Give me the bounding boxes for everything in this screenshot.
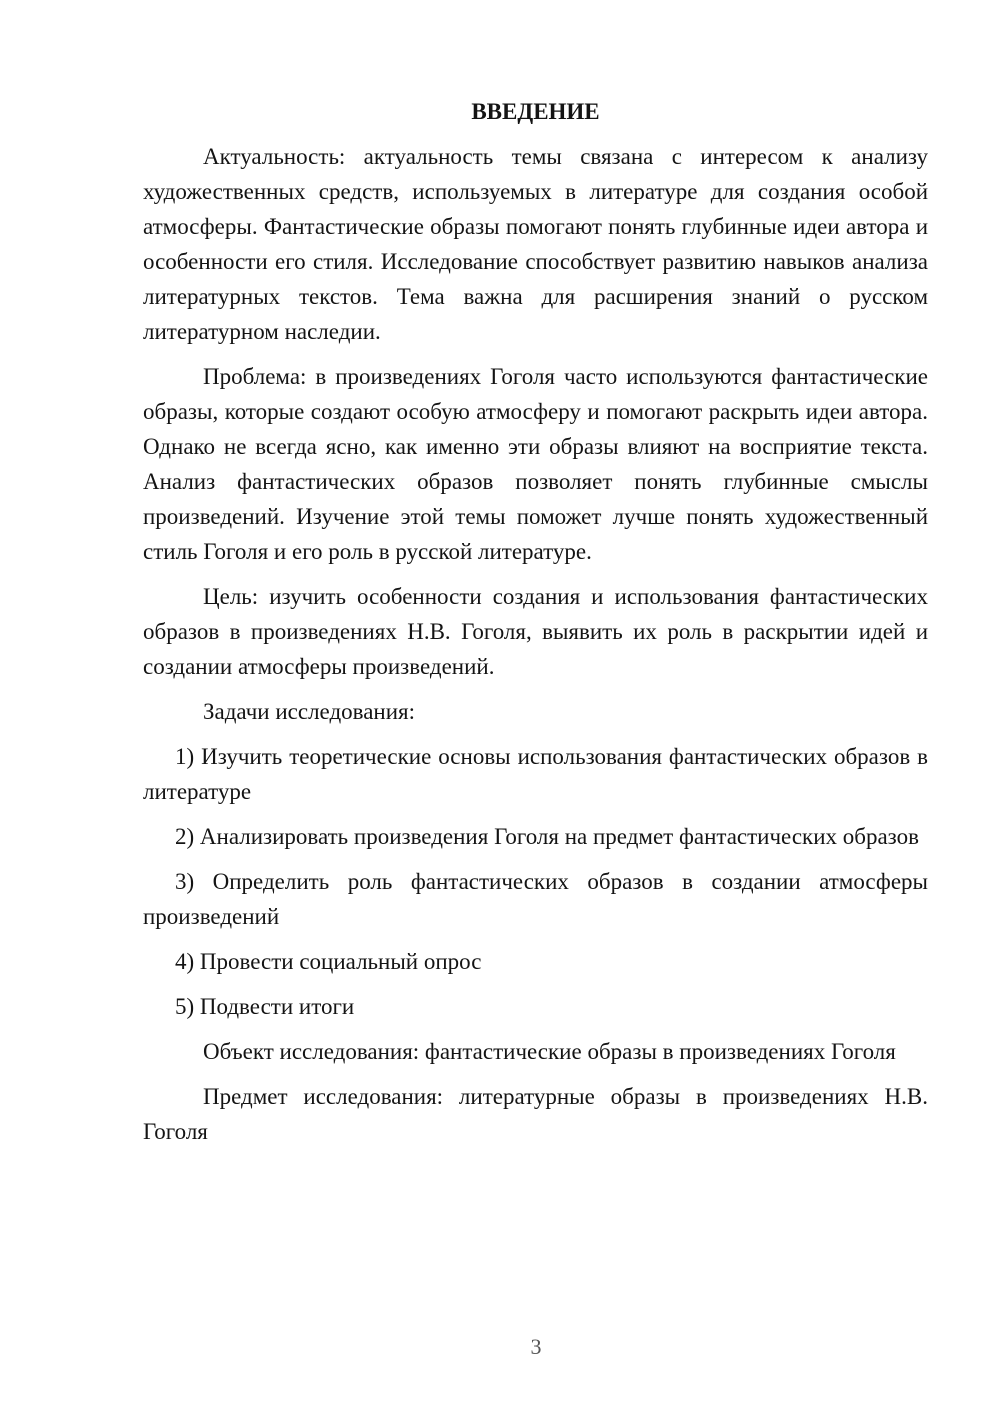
task-item-2: 2) Анализировать произведения Гоголя на предмет фантастических образов [175, 824, 919, 849]
problem-paragraph: Проблема: в произведениях Гоголя часто используются фантастические образы, которые создают особую атмосферу и помогают раскрыть идеи автора. Однако не всегда ясно, как именно эти образы влияют на восприятие текста. Анализ фантастических образов позволяет понять глубинные смыслы произведений. Изучение этой темы поможет лучше понять художественный стиль Гоголя и его роль в русской литературе. [143, 364, 928, 564]
page-content [143, 94, 928, 1159]
task-item-5: 5) Подвести итоги [175, 994, 355, 1019]
tasks-title: Задачи исследования: [203, 699, 416, 724]
object-paragraph: Объект исследования: фантастические образы в произведениях Гоголя [203, 1039, 896, 1064]
page-number: 3 [530, 1334, 542, 1359]
section-heading: ВВЕДЕНИЕ [471, 99, 600, 124]
relevance-paragraph: Актуальность: актуальность темы связана с интересом к анализу художественных средств, используемых в литературе для создания особой атмосферы. Фантастические образы помогают понять глубинные идеи автора и особенности его стиля. Исследование способствует развитию навыков анализа литературных текстов. Тема важна для расширения знаний о русском литературном наследии. [143, 144, 928, 344]
goal-paragraph: Цель: изучить особенности создания и использования фантастических образов в произведениях Н.В. Гоголя, выявить их роль в раскрытии идей и создании атмосферы произведений. [143, 584, 928, 679]
task-item-1: 1) Изучить теоретические основы использования фантастических образов в литературе [143, 744, 928, 804]
task-item-3: 3) Определить роль фантастических образов в создании атмосферы произведений [143, 869, 928, 929]
subject-paragraph: Предмет исследования: литературные образы в произведениях Н.В. Гоголя [143, 1084, 928, 1144]
task-item-4: 4) Провести социальный опрос [175, 949, 482, 974]
